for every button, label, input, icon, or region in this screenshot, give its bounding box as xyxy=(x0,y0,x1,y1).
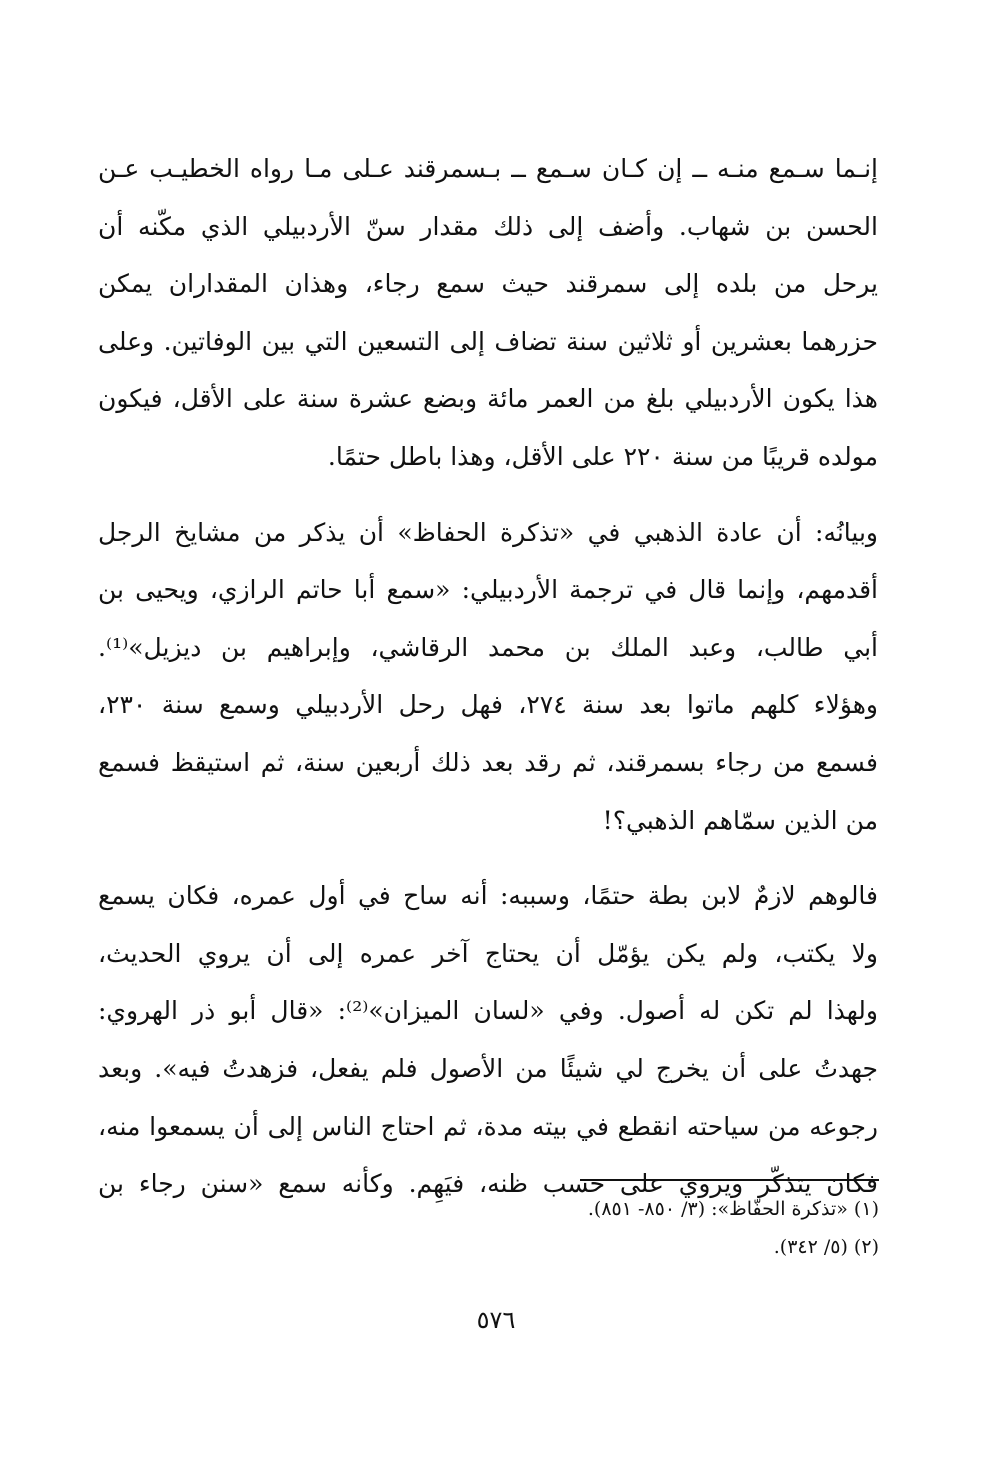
text-line: إنـما سـمع منـه ــ إن كـان سـمع ــ بـسمرقند عـلى مـا رواه الخطيـب عـن xyxy=(98,154,878,183)
text-line: فكان يتذكّر ويروي على حسب ظنه، فيَهِم. وكأنه سمع «سنن رجاء بن xyxy=(98,1169,878,1199)
page-number: ٥٧٦ xyxy=(476,1306,516,1334)
paragraph xyxy=(98,504,878,850)
paragraph xyxy=(98,140,878,486)
text-line: من الذين سمّاهم الذهبي؟! xyxy=(602,805,878,835)
text-line: رجوعه من سياحته انقطع في بيته مدة، ثم احتاج الناس إلى أن يسمعوا منه، xyxy=(98,1111,878,1141)
text-line: يرحل من بلده إلى سمرقند حيث سمع رجاء، وهذان المقداران يمكن xyxy=(98,269,878,299)
text-line: أقدمهم، وإنما قال في ترجمة الأردبيلي: «سمع أبا حاتم الرازي، ويحيى بن xyxy=(98,575,878,605)
footnotes xyxy=(380,1190,879,1266)
paragraph-gap xyxy=(98,849,878,867)
text-line: الحسن بن شهاب. وأضف إلى ذلك مقدار سنّ الأردبيلي الذي مكّنه أن xyxy=(98,211,878,241)
text-line: وهؤلاء كلهم ماتوا بعد سنة ٢٧٤، فهل رحل الأردبيلي وسمع سنة ٢٣٠، xyxy=(98,690,878,720)
text-line: فسمع من رجاء بسمرقند، ثم رقد بعد ذلك أربعين سنة، ثم استيقظ فسمع xyxy=(98,747,878,777)
text-line: ولهذا لم تكن له أصول. وفي «لسان الميزان»⁽²⁾: «قال أبو ذر الهروي: xyxy=(98,996,878,1026)
paragraph xyxy=(98,867,878,1213)
footnote: (١) «تذكرة الحفّاظ»: (٣/ ٨٥٠- ٨٥١). xyxy=(587,1198,879,1220)
text-line: مولده قريبًا من سنة ٢٢٠ على الأقل، وهذا باطل حتمًا. xyxy=(327,441,878,471)
text-line: فالوهم لازمٌ لابن بطة حتمًا، وسببه: أنه ساح في أول عمره، فكان يسمع xyxy=(98,881,878,911)
text-line: أبي طالب، وعبد الملك بن محمد الرقاشي، وإبراهيم بن ديزيل»⁽¹⁾. xyxy=(98,632,878,662)
text-line: وبيانُه: أن عادة الذهبي في «تذكرة الحفاظ» أن يذكر من مشايخ الرجل xyxy=(98,517,878,547)
footnote: (٢) (٥/ ٣٤٢). xyxy=(773,1236,879,1258)
paragraph-gap xyxy=(98,486,878,504)
text-line: حزرهما بعشرين أو ثلاثين سنة تضاف إلى التسعين التي بين الوفاتين. وعلى xyxy=(98,326,878,356)
text-line: هذا يكون الأردبيلي بلغ من العمر مائة وبضع عشرة سنة على الأقل، فيكون xyxy=(98,384,878,414)
text-line: ولا يكتب، ولم يكن يؤمّل أن يحتاج آخر عمره إلى أن يروي الحديث، xyxy=(98,938,878,968)
body-text xyxy=(98,140,878,1213)
text-line: جهدتُ على أن يخرج لي شيئًا من الأصول فلم يفعل، فزهدتُ فيه». وبعد xyxy=(98,1053,878,1083)
footnote-divider xyxy=(580,1179,879,1181)
